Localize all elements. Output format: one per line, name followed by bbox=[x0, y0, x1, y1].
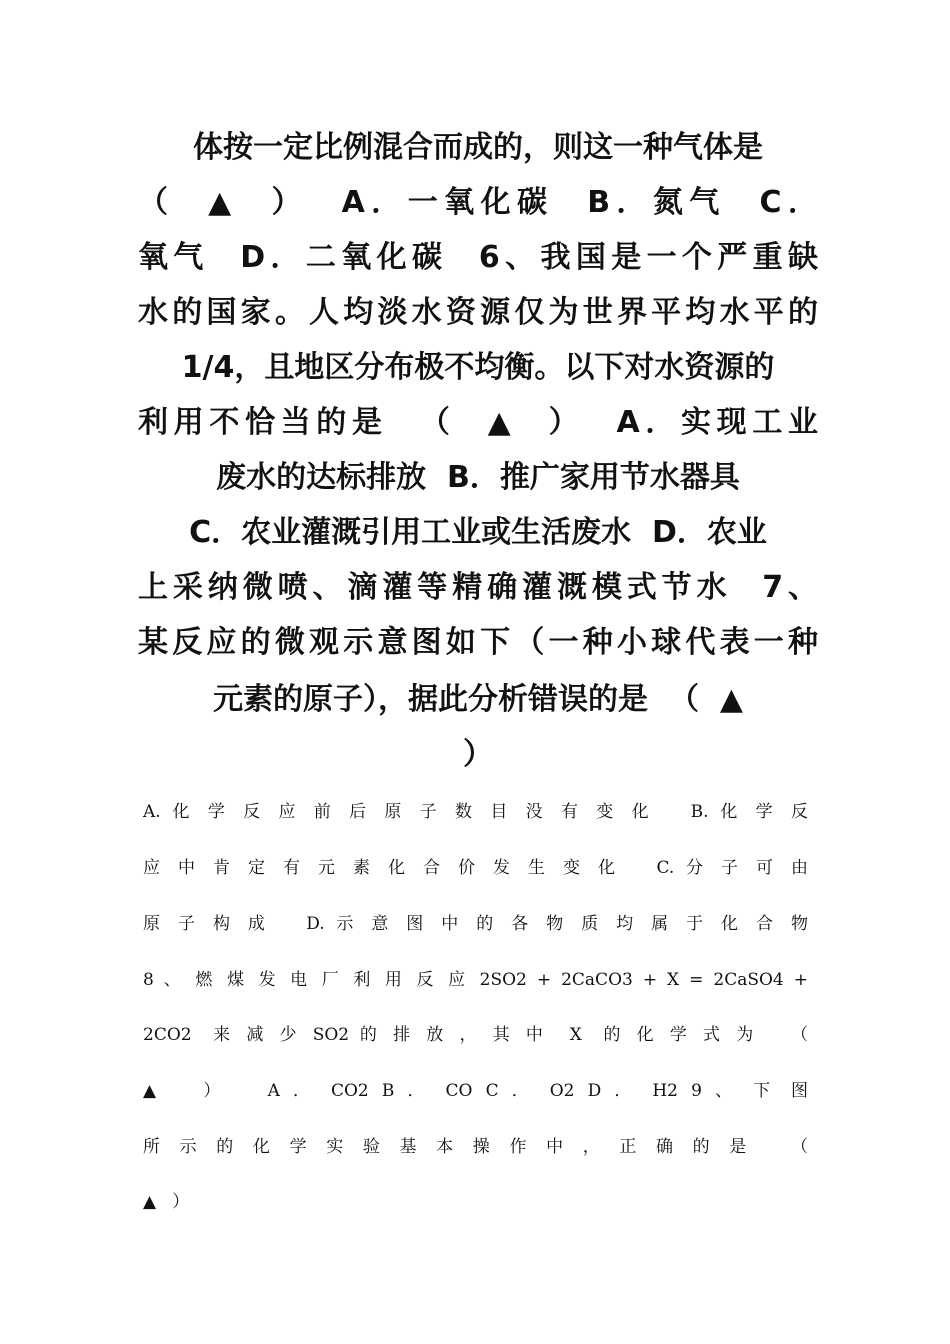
question-text-line-5: 1/4，且地区分布极不均衡。以下对水资源的 bbox=[181, 350, 775, 385]
question-text-line-2: （ ▲ ） A．一氧化碳 B．氮气 C． bbox=[138, 185, 818, 220]
option-text-line-8: ▲ ） bbox=[143, 1192, 190, 1212]
question-text-line-12: ） bbox=[463, 737, 493, 772]
question-text-line-7: 废水的达标排放 B．推广家用节水器具 bbox=[216, 460, 740, 495]
option-text-line-7: 所 示 的 化 学 实 验 基 本 操 作 中 ， 正 确 的 是 （ bbox=[143, 1137, 808, 1157]
question-text-line-6: 利用不恰当的是 （ ▲ ） A．实现工业 bbox=[138, 405, 818, 440]
question-text-line-10: 某反应的微观示意图如下（一种小球代表一种 bbox=[138, 625, 818, 660]
option-text-line-6: ▲ ） A ． CO2 B ． CO C ． O2 D ． H2 9 、 下 图 bbox=[143, 1081, 808, 1101]
question-text-line-4: 水的国家。人均淡水资源仅为世界平均水平的 bbox=[138, 295, 818, 330]
option-text-line-4: 8 、 燃 煤 发 电 厂 利 用 反 应 2SO2 + 2CaCO3 + X = 2CaSO4 + bbox=[143, 970, 808, 990]
question-text-line-3: 氧气 D．二氧化碳 6、我国是一个严重缺 bbox=[138, 240, 818, 275]
question-text-line-11: 元素的原子），据此分析错误的是 （ ▲ bbox=[213, 682, 743, 717]
option-text-line-2: 应 中 肯 定 有 元 素 化 合 价 发 生 变 化 C. 分 子 可 由 bbox=[143, 858, 808, 878]
question-text-line-8: C．农业灌溉引用工业或生活废水 D．农业 bbox=[189, 515, 767, 550]
option-text-line-1: A. 化 学 反 应 前 后 原 子 数 目 没 有 变 化 B. 化 学 反 bbox=[143, 802, 808, 822]
option-text-line-3: 原 子 构 成 D. 示 意 图 中 的 各 物 质 均 属 于 化 合 物 bbox=[143, 914, 808, 934]
question-text-line-1: 体按一定比例混合而成的，则这一种气体是 bbox=[193, 130, 763, 165]
question-text-line-9: 上采纳微喷、滴灌等精确灌溉模式节水 7、 bbox=[138, 570, 818, 605]
option-text-line-5: 2CO2 来 减 少 SO2 的 排 放 ， 其 中 X 的 化 学 式 为 （ bbox=[143, 1025, 808, 1045]
